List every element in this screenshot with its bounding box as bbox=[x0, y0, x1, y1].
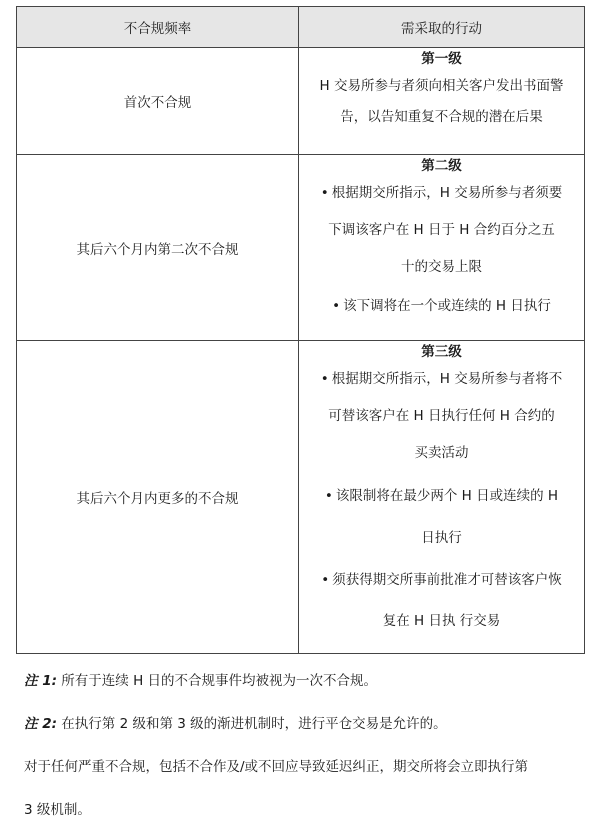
note-1 bbox=[24, 660, 584, 703]
bullet-icon: • bbox=[332, 298, 341, 314]
bullet-icon: • bbox=[320, 185, 329, 201]
table-row bbox=[17, 341, 585, 654]
level-label: 第二级 bbox=[421, 158, 462, 174]
header-action: 需采取的行动 bbox=[299, 7, 585, 48]
notes-section bbox=[24, 660, 584, 832]
severe-noncompliance-paragraph-line1: 对于任何严重不合规，包括不合作及/或不回应导致延迟纠正，期交所将会立即执行第 bbox=[24, 759, 529, 775]
frequency-cell: 其后六个月内更多的不合规 bbox=[17, 341, 299, 654]
frequency-cell: 其后六个月内第二次不合规 bbox=[17, 155, 299, 341]
severe-noncompliance-paragraph-line2: 3 级机制。 bbox=[24, 802, 91, 818]
compliance-table bbox=[16, 6, 585, 654]
bullet-icon: • bbox=[324, 488, 333, 504]
note-1-label: 注 1: bbox=[24, 673, 57, 689]
table-row bbox=[17, 48, 585, 155]
action-cell bbox=[299, 48, 585, 155]
action-line: 复在 H 日执 行交易 bbox=[382, 613, 501, 629]
action-line: 告，以告知重复不合规的潜在后果 bbox=[340, 109, 543, 125]
bullet-icon: • bbox=[321, 572, 330, 588]
level-label: 第一级 bbox=[421, 51, 462, 67]
table-header-row bbox=[17, 7, 585, 48]
note-1-text: 所有于连续 H 日的不合规事件均被视为一次不合规。 bbox=[61, 673, 378, 689]
bullet-icon: • bbox=[320, 371, 329, 387]
action-line: 日执行 bbox=[421, 530, 462, 546]
action-line: 十的交易上限 bbox=[401, 259, 482, 275]
action-line: • 须获得期交所事前批准才可替该客户恢 bbox=[299, 557, 584, 603]
action-cell bbox=[299, 341, 585, 654]
action-line: • 该下调将在一个或连续的 H 日执行 bbox=[299, 286, 584, 326]
level-label: 第三级 bbox=[421, 344, 462, 360]
action-line: 买卖活动 bbox=[414, 445, 469, 461]
action-line: 可替该客户在 H 日执行任何 H 合约的 bbox=[328, 408, 555, 424]
action-line: 下调该客户在 H 日于 H 合约百分之五 bbox=[328, 222, 555, 238]
note-2-text: 在执行第 2 级和第 3 级的渐进机制时，进行平仓交易是允许的。 bbox=[61, 716, 447, 732]
note-2 bbox=[24, 703, 584, 746]
action-line: • 根据期交所指示，H 交易所参与者须要 bbox=[299, 175, 584, 212]
frequency-cell: 首次不合规 bbox=[17, 48, 299, 155]
action-line: H 交易所参与者须向相关客户发出书面警 bbox=[319, 78, 564, 94]
header-frequency: 不合规频率 bbox=[17, 7, 299, 48]
table-row bbox=[17, 155, 585, 341]
action-cell bbox=[299, 155, 585, 341]
action-line: • 根据期交所指示，H 交易所参与者将不 bbox=[299, 361, 584, 398]
action-line: • 该限制将在最少两个 H 日或连续的 H bbox=[299, 472, 584, 520]
note-2-label: 注 2: bbox=[24, 716, 57, 732]
